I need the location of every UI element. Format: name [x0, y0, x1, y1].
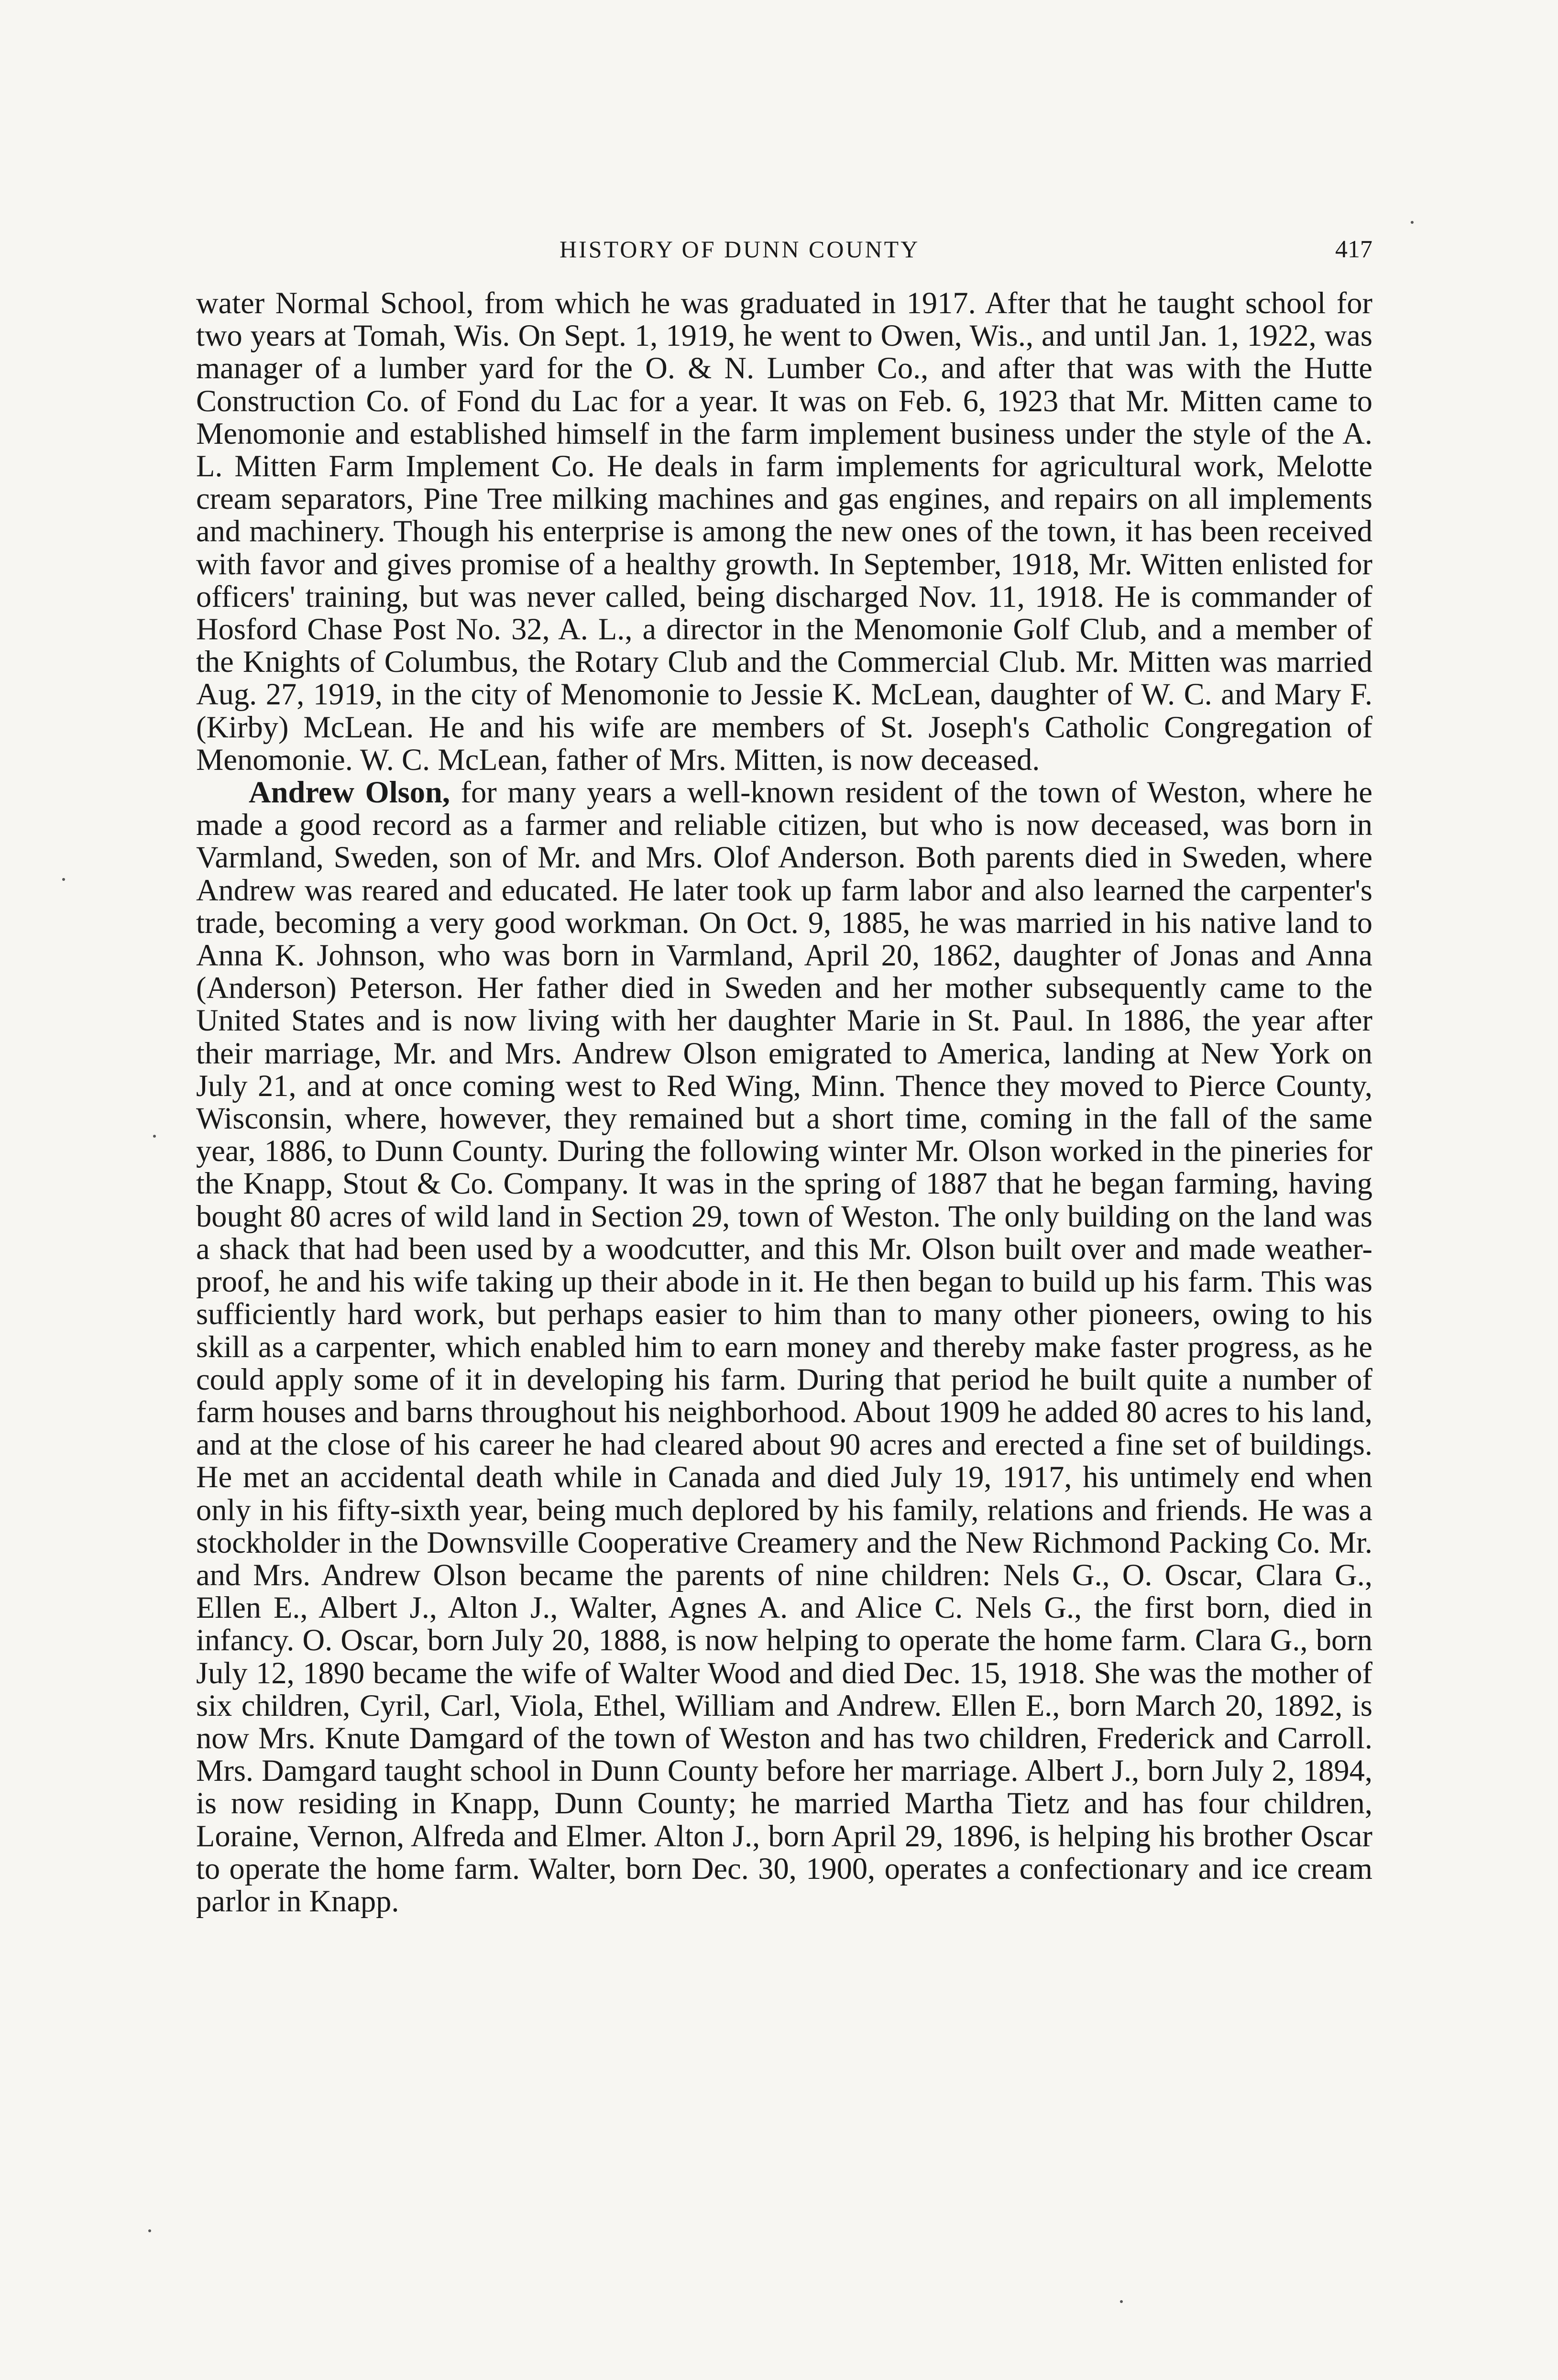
- paragraph-mitten-continued: [196, 287, 1372, 776]
- page-header: [196, 235, 1372, 274]
- biography-name: Andrew Olson,: [249, 775, 450, 810]
- scan-speck: [1411, 221, 1414, 224]
- scan-speck: [148, 2229, 151, 2232]
- paragraph-text: for many years a well-known resident of the town of Weston, where he made a good record as a farmer and reliable citizen, but who is now deceased, was born in Varmland, Sweden, son of Mr. and Mrs. Olof Anderson. Both parents died in Sweden, where Andrew was reared and educated. He later took up farm labor and also learned the carpenter's trade, becoming a very good workman. On Oct. 9, 1885, he was married in his native land to Anna K. Johnson, who was born in Varmland, April 20, 1862, daughter of Jonas and Anna (Anderson) Peterson. Her father died in Sweden and her mother subsequently came to the United States and is now living with her daughter Marie in St. Paul. In 1886, the year after their marriage, Mr. and Mrs. Andrew Olson emigrated to America, landing at New York on July 21, and at once coming west to Red Wing, Minn. Thence they moved to Pierce County, Wisconsin, where, however, they remained but a short time, coming in the fall of the same year, 1886, to Dunn County. During the following winter Mr. Olson worked in the pineries for the Knapp, Stout & Co. Company. It was in the spring of 1887 that he began farming, having bought 80 acres of wild land in Section 29, town of Weston. The only building on the land was a shack that had been used by a woodcutter, and this Mr. Olson built over and made weather-proof, he and his wife taking up their abode in it. He then began to build up his farm. This was sufficiently hard work, but perhaps easier to him than to many other pioneers, owing to his skill as a carpenter, which enabled him to earn money and thereby make faster progress, as he could apply some of it in developing his farm. During that period he built quite a number of farm houses and barns throughout his neighborhood. About 1909 he added 80 acres to his land, and at the close of his career he had cleared about 90 acres and erected a fine set of buildings. He met an accidental death while in Canada and died July 19, 1917, his untimely end when only in his fifty-sixth year, being much deplored by his family, relations and friends. He was a stockholder in the Downsville Cooperative Creamery and the New Richmond Packing Co. Mr. and Mrs. Andrew Olson became the parents of nine children: Nels G., O. Oscar, Clara G., Ellen E., Albert J., Alton J., Walter, Agnes A. and Alice C. Nels G., the first born, died in infancy. O. Oscar, born July 20, 1888, is now helping to operate the home farm. Clara G., born July 12, 1890 became the wife of Walter Wood and died Dec. 15, 1918. She was the mother of six children, Cyril, Carl, Viola, Ethel, William and Andrew. Ellen E., born March 20, 1892, is now Mrs. Knute Damgard of the town of Weston and has two children, Frederick and Carroll. Mrs. Damgard taught school in Dunn County before her marriage. Albert J., born July 2, 1894, is now residing in Knapp, Dunn County; he married Martha Tietz and has four children, Loraine, Vernon, Alfreda and Elmer. Alton J., born April 29, 1896, is helping his brother Oscar to operate the home farm. Walter, born Dec. 30, 1900, operates a confectionary and ice cream parlor in Knapp.: [196, 775, 1373, 1918]
- scan-speck: [153, 1135, 156, 1138]
- scan-speck: [62, 878, 65, 881]
- body-text: [196, 287, 1372, 1918]
- scan-speck: [1120, 2300, 1123, 2303]
- running-head: HISTORY OF DUNN COUNTY: [560, 236, 920, 263]
- paragraph-andrew-olson: [196, 776, 1372, 1918]
- page-number: 417: [1335, 236, 1372, 263]
- paragraph-text: water Normal School, from which he was graduated in 1917. After that he taught school for two years at Tomah, Wis. On Sept. 1, 1919, he went to Owen, Wis., and until Jan. 1, 1922, was manager of a lumber yard for the O. & N. Lumber Co., and after that was with the Hutte Construction Co. of Fond du Lac for a year. It was on Feb. 6, 1923 that Mr. Mitten came to Menomonie and established himself in the farm implement business under the style of the A. L. Mitten Farm Implement Co. He deals in farm implements for agricultural work, Melotte cream separators, Pine Tree milking machines and gas engines, and repairs on all implements and machinery. Though his enterprise is among the new ones of the town, it has been received with favor and gives promise of a healthy growth. In September, 1918, Mr. Witten enlisted for officers' training, but was never called, being discharged Nov. 11, 1918. He is commander of Hosford Chase Post No. 32, A. L., a director in the Menomonie Golf Club, and a member of the Knights of Columbus, the Rotary Club and the Commercial Club. Mr. Mitten was married Aug. 27, 1919, in the city of Menomonie to Jessie K. McLean, daughter of W. C. and Mary F. (Kirby) McLean. He and his wife are members of St. Joseph's Catholic Congregation of Menomonie. W. C. McLean, father of Mrs. Mitten, is now deceased.: [196, 286, 1372, 777]
